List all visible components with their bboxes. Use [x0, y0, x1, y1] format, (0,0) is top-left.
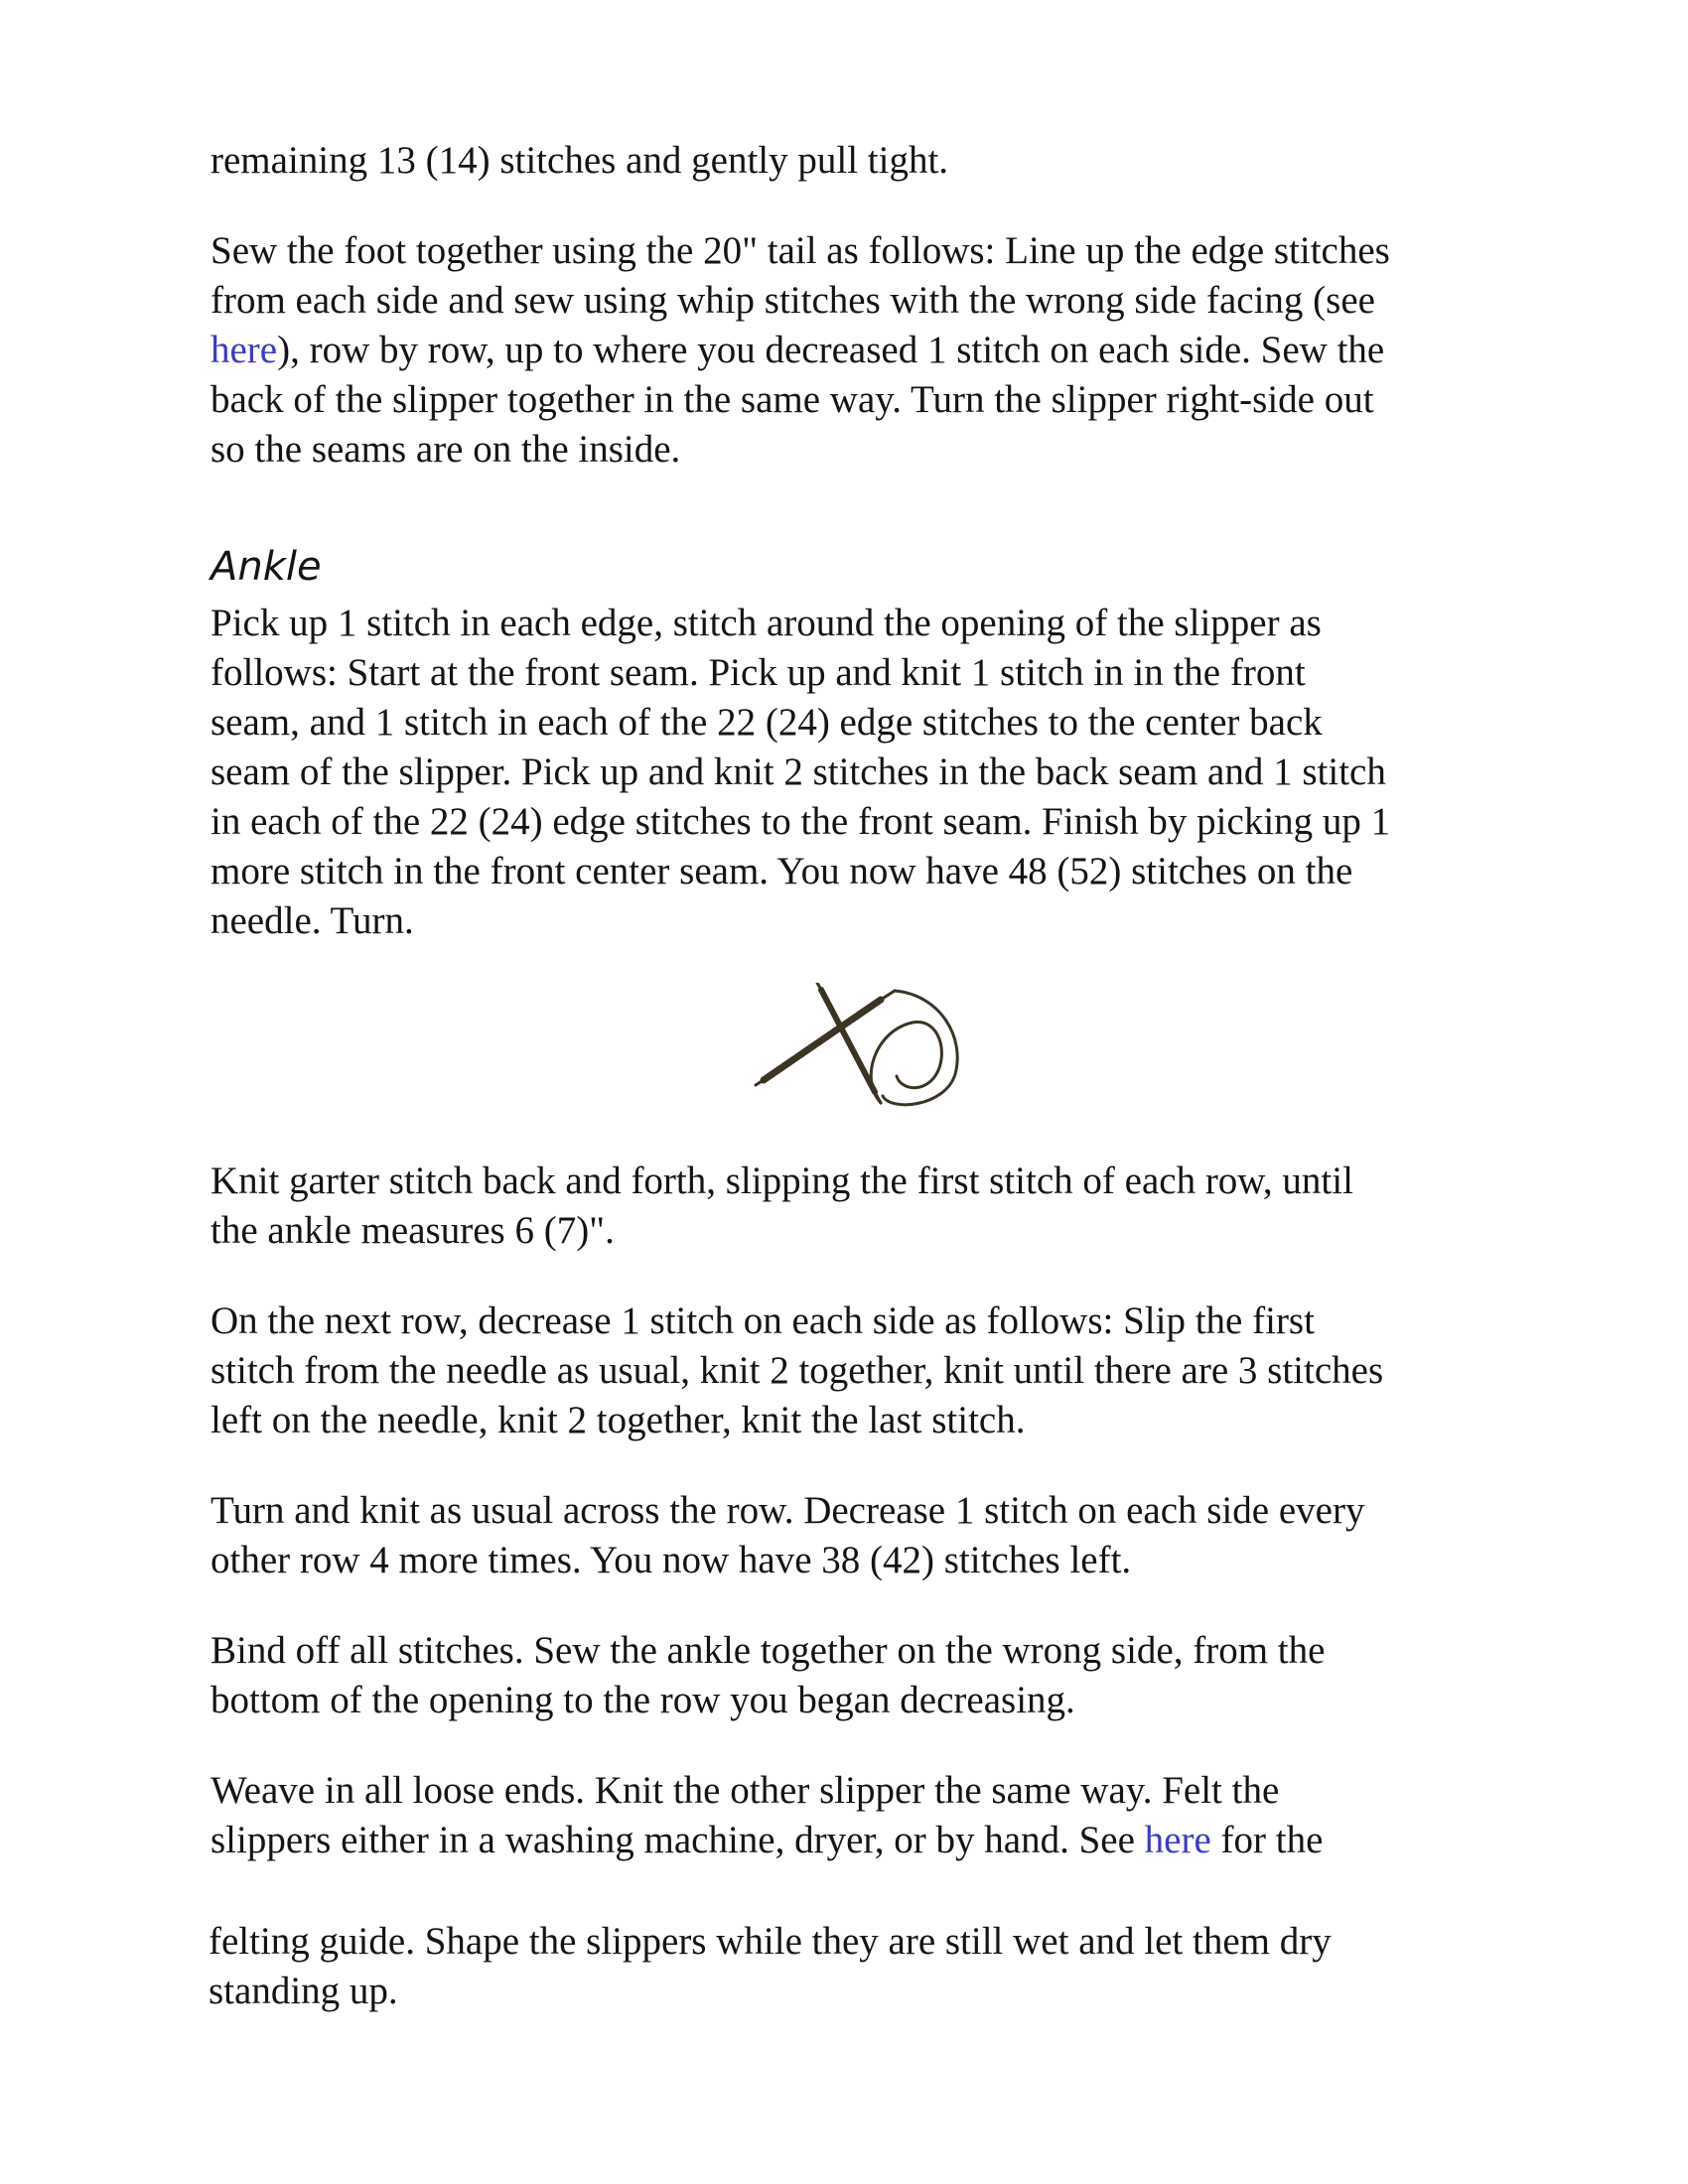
- paragraph-line: from each side and sew using whip stitches with the wrong side facing (see: [211, 279, 1375, 322]
- paragraph-line: Bind off all stitches. Sew the ankle together on the wrong side, from the: [211, 1629, 1326, 1672]
- paragraph-line: Weave in all loose ends. Knit the other slipper the same way. Felt the: [211, 1769, 1280, 1812]
- section-heading-ankle: Ankle: [211, 544, 322, 590]
- here-link[interactable]: here: [1144, 1819, 1211, 1861]
- paragraph-line: Knit garter stitch back and forth, slipping the first stitch of each row, until: [211, 1160, 1353, 1202]
- paragraph-line: [211, 326, 1384, 375]
- paragraph-line: needle. Turn.: [211, 899, 414, 942]
- paragraph-text: for the: [1210, 1819, 1324, 1861]
- paragraph-line: back of the slipper together in the same way. Turn the slipper right-side out: [211, 378, 1374, 421]
- paragraph-line: Sew the foot together using the 20" tail as follows: Line up the edge stitches: [211, 229, 1390, 272]
- paragraph-line: so the seams are on the inside.: [211, 428, 681, 471]
- paragraph-line: in each of the 22 (24) edge stitches to the front seam. Finish by picking up 1: [211, 800, 1391, 843]
- paragraph-line: follows: Start at the front seam. Pick up and knit 1 stitch in in the front: [211, 651, 1306, 694]
- paragraph-line: Pick up 1 stitch in each edge, stitch around the opening of the slipper as: [211, 602, 1322, 644]
- paragraph-line: On the next row, decrease 1 stitch on each side as follows: Slip the first: [211, 1299, 1315, 1342]
- paragraph-line: remaining 13 (14) stitches and gently pull tight.: [211, 139, 949, 182]
- paragraph-line: Turn and knit as usual across the row. Decrease 1 stitch on each side every: [211, 1489, 1365, 1532]
- paragraph-line: the ankle measures 6 (7)".: [211, 1209, 615, 1252]
- paragraph-line: stitch from the needle as usual, knit 2 together, knit until there are 3 stitches: [211, 1349, 1384, 1392]
- paragraph-text: ), row by row, up to where you decreased 1 stitch on each side. Sew the: [277, 329, 1385, 371]
- paragraph-line: other row 4 more times. You now have 38 (42) stitches left.: [211, 1539, 1132, 1581]
- paragraph-line: left on the needle, knit 2 together, knit the last stitch.: [211, 1399, 1026, 1441]
- crossed-circular-needles-icon: [742, 983, 980, 1122]
- paragraph-line: more stitch in the front center seam. You now have 48 (52) stitches on the: [211, 850, 1353, 892]
- paragraph-line: felting guide. Shape the slippers while they are still wet and let them dry: [209, 1920, 1332, 1963]
- here-link[interactable]: here: [211, 329, 278, 371]
- paragraph-line: seam of the slipper. Pick up and knit 2 stitches in the back seam and 1 stitch: [211, 751, 1386, 793]
- paragraph-line: [211, 1816, 1323, 1865]
- paragraph-line: standing up.: [209, 1970, 398, 2012]
- paragraph-line: bottom of the opening to the row you began decreasing.: [211, 1679, 1075, 1721]
- paragraph-line: seam, and 1 stitch in each of the 22 (24) edge stitches to the center back: [211, 701, 1323, 744]
- paragraph-text: slippers either in a washing machine, dryer, or by hand. See: [211, 1819, 1145, 1861]
